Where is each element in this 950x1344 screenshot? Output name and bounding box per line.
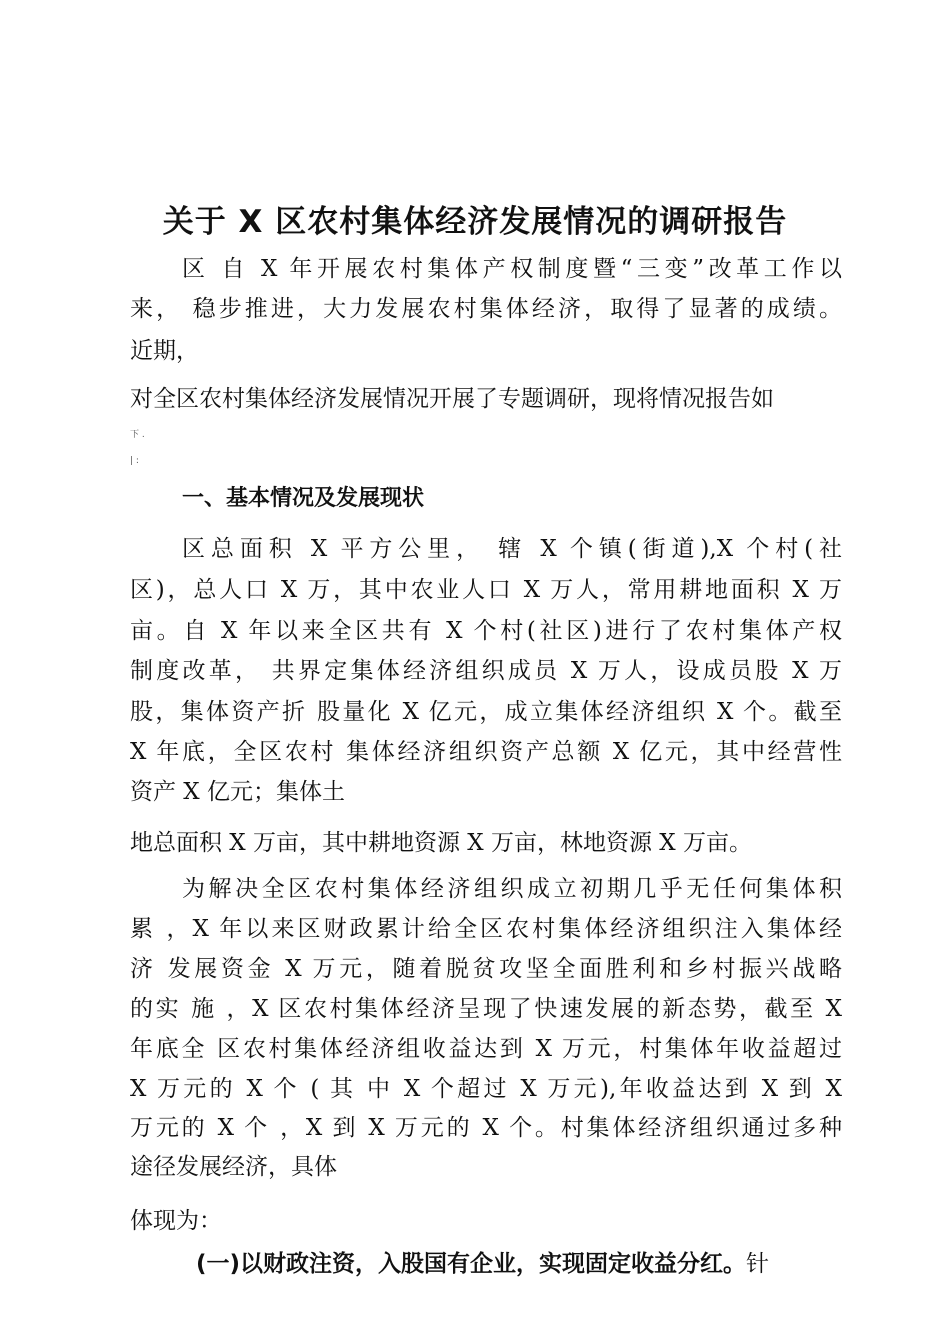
paragraph-line: 济 发展资金 X 万元，随着脱贫攻坚全面胜利和乡村振兴战略 bbox=[130, 956, 842, 982]
paragraph-line: 制度改革， 共界定集体经济组织成员 X 万人，设成员股 X 万 bbox=[130, 658, 842, 684]
paragraph-line: 资产 X 亿元；集体土 bbox=[130, 779, 345, 805]
document-title: 关于 X 区农村集体经济发展情况的调研报告 bbox=[162, 204, 788, 240]
paragraph-line: 体现为： bbox=[130, 1208, 222, 1234]
paragraph-line: 亩。自 X 年以来全区共有 X 个村(社区)进行了农村集体产权 bbox=[130, 618, 842, 644]
scan-artifact: | : bbox=[130, 456, 139, 466]
paragraph-line: 区)，总人口 X 万，其中农业人口 X 万人，常用耕地面积 X 万 bbox=[130, 577, 842, 603]
paragraph-line: X 万元的 X 个 ( 其 中 X 个超过 X 万元),年收益达到 X 到 X bbox=[130, 1076, 842, 1102]
section-heading: 一、基本情况及发展现状 bbox=[182, 486, 425, 511]
paragraph-line: 地总面积 X 万亩，其中耕地资源 X 万亩，林地资源 X 万亩。 bbox=[130, 830, 752, 856]
subsection-line bbox=[196, 1249, 842, 1279]
subsection-heading: (一)以财政注资，入股国有企业，实现固定收益分红。 bbox=[196, 1251, 747, 1277]
intro-line: 区 自 X 年开展农村集体产权制度暨“三变”改革工作以 bbox=[182, 256, 842, 282]
paragraph-line: 股，集体资产折 股量化 X 亿元，成立集体经济组织 X 个。截至 bbox=[130, 699, 842, 725]
intro-line: 近期， bbox=[130, 338, 199, 364]
paragraph-line: X 年底，全区农村 集体经济组织资产总额 X 亿元，其中经营性 bbox=[130, 739, 842, 765]
paragraph-line: 累 ，X 年以来区财政累计给全区农村集体经济组织注入集体经 bbox=[130, 916, 842, 942]
intro-line: 对全区农村集体经济发展情况开展了专题调研，现将情况报告如 bbox=[130, 386, 774, 412]
paragraph-line: 区总面积 X 平方公里， 辖 X 个镇(街道),X 个村(社 bbox=[182, 536, 842, 562]
paragraph-line: 途径发展经济，具体 bbox=[130, 1154, 337, 1180]
paragraph-line: 的实 施 ，X 区农村集体经济呈现了快速发展的新态势，截至 X bbox=[130, 996, 842, 1022]
paragraph-line: 年底全 区农村集体经济组收益达到 X 万元，村集体年收益超过 bbox=[130, 1036, 842, 1062]
scan-artifact: 下 . bbox=[130, 430, 145, 440]
subsection-text: 针 bbox=[746, 1251, 770, 1277]
paragraph-line: 为解决全区农村集体经济组织成立初期几乎无任何集体积 bbox=[182, 876, 842, 902]
paragraph-line: 万元的 X 个 ，X 到 X 万元的 X 个。村集体经济组织通过多种 bbox=[130, 1115, 842, 1141]
intro-line: 来， 稳步推进，大力发展农村集体经济，取得了显著的成绩。 bbox=[130, 296, 842, 322]
